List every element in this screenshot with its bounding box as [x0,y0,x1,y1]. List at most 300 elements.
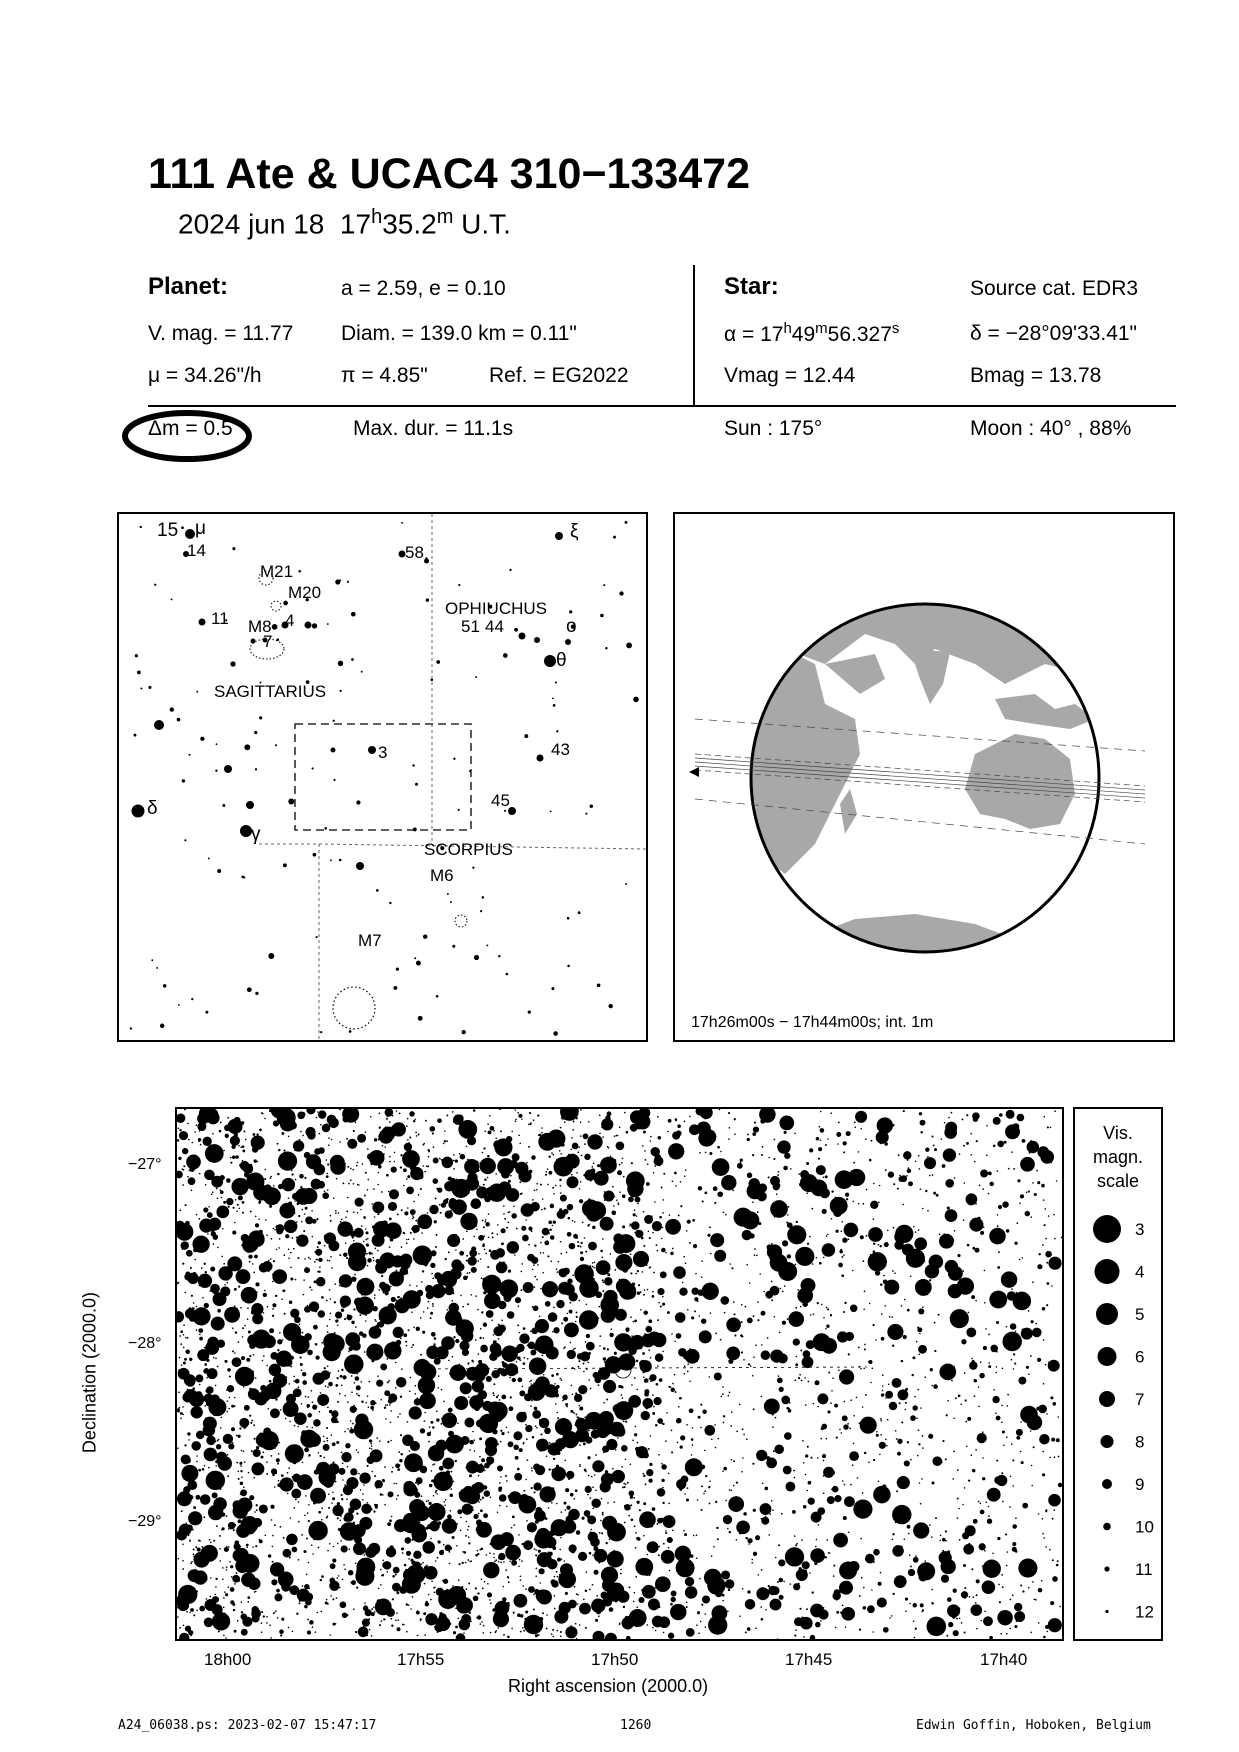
field-star [435,1490,437,1492]
field-star [179,1131,188,1140]
field-star [676,1333,682,1339]
field-star [344,1318,346,1320]
field-star [407,1207,409,1209]
field-star [440,1212,442,1214]
field-star [346,1296,348,1298]
field-star [363,1241,365,1243]
field-star [256,1504,258,1506]
field-star [445,1347,447,1349]
field-star [607,1551,624,1568]
field-star [700,1621,702,1623]
field-star [204,1617,214,1627]
field-star [871,1237,873,1239]
finder-faint-star [215,770,217,772]
field-star [377,1172,379,1174]
field-star [196,1576,198,1578]
field-star [294,1316,301,1323]
finder-faint-star [569,610,572,613]
field-star [934,1350,936,1352]
field-star [496,1396,498,1398]
field-star [236,1572,238,1574]
field-star [234,1397,236,1399]
field-star [820,1620,822,1622]
field-star [992,1396,999,1403]
field-star [896,1289,898,1291]
field-star [1017,1179,1020,1182]
field-star [179,1209,181,1211]
field-star [1043,1537,1045,1539]
field-star [1011,1151,1013,1153]
field-star [519,1390,525,1396]
field-star [201,1267,203,1269]
field-star [225,1127,227,1129]
field-star [592,1262,594,1264]
field-star [243,1190,245,1192]
field-star [849,1451,859,1461]
field-star [534,1491,536,1493]
field-star [273,1120,279,1126]
field-star [352,1237,354,1239]
field-star [629,1507,631,1509]
field-star [820,1128,825,1133]
field-star [466,1146,468,1148]
field-star [268,1554,271,1557]
field-star [662,1212,664,1214]
field-star [406,1254,408,1256]
field-star [708,1376,710,1378]
field-star [193,1553,195,1555]
field-star [809,1236,811,1238]
field-star [444,1130,446,1132]
field-star [324,1232,336,1244]
field-star [1010,1476,1012,1478]
field-star [995,1412,997,1414]
field-star [274,1440,277,1443]
field-star [835,1627,837,1629]
field-star [183,1625,185,1627]
field-star [272,1269,287,1284]
field-star [583,1443,586,1446]
field-star [356,1587,358,1589]
field-star [757,1319,759,1321]
finder-faint-star [222,804,225,807]
field-star [678,1214,680,1216]
field-star [966,1193,978,1205]
field-star [612,1470,625,1483]
field-star [668,1633,674,1639]
field-star [396,1591,399,1594]
field-star [959,1607,961,1609]
field-star [269,1380,272,1383]
field-star [675,1185,677,1187]
field-star [659,1216,662,1219]
field-star [413,1120,415,1122]
field-star [780,1288,782,1290]
field-star [464,1164,466,1166]
field-star [385,1609,387,1611]
field-star [708,1486,710,1488]
field-star [543,1374,545,1376]
field-star [661,1550,675,1564]
finder-faint-star [480,910,482,912]
field-star [230,1587,235,1592]
field-star [980,1620,982,1622]
field-star [323,1441,325,1443]
field-star [728,1589,730,1591]
field-star [303,1230,305,1232]
field-star [456,1114,464,1122]
field-star [430,1599,432,1601]
field-star [968,1543,970,1545]
field-star [843,1254,845,1256]
field-star [759,1273,761,1275]
field-star [180,1136,182,1138]
field-star [905,1598,908,1601]
field-star [805,1454,808,1457]
field-star [869,1159,872,1162]
field-star [473,1236,475,1238]
planet-diameter: Diam. = 139.0 km = 0.11" [341,322,577,345]
field-star [704,1450,706,1452]
field-star [505,1363,518,1376]
field-star [213,1243,215,1245]
field-star [302,1585,304,1587]
field-star [1020,1451,1022,1453]
field-star [488,1130,492,1134]
field-star [295,1223,297,1225]
field-star [500,1476,502,1478]
field-star [845,1626,847,1628]
field-star [348,1183,350,1185]
field-star [419,1457,421,1459]
field-star [413,1561,421,1569]
field-star [841,1256,843,1258]
field-star [954,1177,956,1179]
field-star [1050,1601,1054,1605]
field-star [655,1630,657,1632]
field-star [381,1575,383,1577]
field-star [305,1207,308,1210]
field-star [627,1181,643,1197]
field-star [1009,1628,1011,1630]
field-star [658,1163,661,1166]
field-star [871,1589,873,1591]
field-star [301,1534,303,1536]
field-star [1046,1262,1048,1264]
field-star [480,1328,482,1330]
field-star [1032,1328,1042,1338]
field-star [823,1475,825,1477]
globe-panel [673,512,1175,1042]
field-star [513,1159,515,1161]
field-star [1028,1191,1030,1193]
field-star [420,1620,422,1622]
field-star [303,1279,305,1281]
field-star [276,1458,280,1462]
field-star [416,1135,418,1137]
field-star [665,1530,667,1532]
field-star [639,1511,656,1528]
field-star [395,1362,397,1364]
field-star [234,1288,237,1291]
finder-faint-star [137,671,141,675]
finder-star-8 [555,532,563,540]
field-star [510,1396,512,1398]
field-star [253,1424,255,1426]
field-star [746,1438,748,1440]
field-star [316,1117,318,1119]
field-star [183,1334,185,1336]
field-star [252,1561,254,1563]
field-star [595,1291,602,1298]
field-star [489,1552,491,1554]
field-star [1012,1485,1014,1487]
field-star [384,1291,388,1295]
field-star [733,1301,735,1303]
field-star [471,1128,473,1130]
field-star [844,1401,846,1403]
field-star [588,1224,590,1226]
field-star [298,1493,300,1495]
field-star [788,1311,804,1327]
field-star [482,1275,501,1294]
field-star [794,1535,796,1537]
field-star [702,1595,710,1603]
finder-faint-star [472,866,474,868]
field-star [773,1158,775,1160]
field-star [593,1162,595,1164]
field-star [307,1350,313,1356]
field-star [760,1503,772,1515]
field-star [452,1356,454,1358]
field-star [662,1487,664,1489]
field-star [534,1190,536,1192]
field-star [650,1147,659,1156]
field-star [398,1328,400,1330]
field-star [227,1475,229,1477]
field-star [778,1171,780,1173]
field-star [747,1590,750,1593]
field-star [675,1120,677,1122]
field-star [833,1565,835,1567]
finder-label-12: 51 [461,617,480,636]
field-star [407,1118,409,1120]
field-star [204,1465,206,1467]
field-star [804,1377,806,1379]
field-star [403,1168,407,1172]
field-star [659,1378,663,1382]
field-star [266,1622,268,1624]
field-star [204,1448,218,1462]
field-star [528,1586,535,1593]
field-star [263,1312,265,1314]
field-star [701,1260,703,1262]
field-star [652,1232,654,1234]
field-star [948,1622,953,1627]
field-star [984,1611,986,1613]
field-star [408,1239,410,1241]
field-star [781,1396,790,1405]
field-star [1018,1559,1037,1578]
field-star [557,1451,561,1455]
field-star [359,1314,361,1316]
field-star [181,1454,191,1464]
field-star [567,1573,569,1575]
field-star [224,1547,229,1552]
field-star [177,1139,179,1142]
field-star [713,1186,718,1191]
field-star [265,1219,267,1221]
field-star [942,1440,944,1442]
field-star [219,1560,221,1562]
field-star [534,1244,536,1246]
field-star [400,1453,402,1455]
field-star [723,1415,725,1417]
field-star [444,1140,446,1142]
field-star [226,1569,228,1571]
field-star [684,1493,686,1495]
field-star [205,1184,207,1186]
field-star [1052,1576,1058,1582]
field-star [341,1494,343,1496]
field-star [428,1301,430,1303]
field-star [584,1605,590,1611]
field-star [522,1585,524,1587]
field-star [270,1505,274,1509]
field-star [642,1145,644,1147]
field-star [531,1400,533,1402]
field-star [750,1365,752,1367]
field-star [922,1435,924,1437]
field-star [207,1233,209,1235]
field-star [498,1561,500,1563]
field-star [925,1560,927,1562]
field-star [602,1514,604,1516]
field-star [261,1194,263,1196]
field-star [897,1188,899,1190]
field-star [413,1327,415,1329]
field-star [1016,1292,1018,1294]
field-star [1014,1363,1016,1365]
field-star [393,1483,395,1485]
field-star [947,1206,950,1209]
field-star [588,1379,590,1381]
field-star [347,1428,349,1430]
field-star [551,1374,554,1377]
field-star [264,1184,272,1192]
field-star [228,1206,230,1208]
field-star [490,1632,492,1634]
field-star [535,1425,537,1427]
field-star [316,1259,318,1261]
field-star [423,1507,425,1509]
field-star [492,1392,494,1394]
field-star [729,1127,731,1129]
field-star [838,1122,840,1124]
field-star [680,1205,682,1207]
field-star [350,1420,352,1422]
field-star [548,1490,550,1492]
field-star [371,1203,373,1205]
field-star [551,1152,553,1154]
field-star [235,1331,237,1333]
field-star [341,1219,343,1221]
field-star [670,1252,674,1256]
field-star [413,1201,415,1203]
field-star [487,1177,489,1179]
field-star [637,1270,639,1272]
field-star [422,1331,425,1334]
field-star [686,1230,688,1232]
field-star [724,1312,726,1314]
field-star [183,1347,185,1349]
field-star [568,1217,571,1220]
field-star [663,1173,665,1175]
field-star [295,1379,300,1384]
field-star [180,1417,182,1419]
field-star [610,1305,615,1310]
field-star [270,1352,278,1360]
field-star [282,1127,286,1131]
field-star [742,1588,744,1590]
field-star [588,1475,590,1477]
field-star [712,1131,714,1133]
field-star [1056,1564,1059,1567]
field-star [602,1290,604,1292]
field-star [553,1458,555,1460]
field-star [1021,1461,1024,1464]
field-star [445,1499,447,1501]
field-star [920,1188,922,1190]
field-star [552,1331,554,1333]
field-star [1043,1339,1045,1341]
field-star [339,1109,341,1110]
field-star [434,1626,436,1628]
field-star [614,1352,617,1355]
field-star [404,1537,411,1544]
field-star [327,1331,329,1333]
finder-faint-star [609,1004,613,1008]
field-star [240,1146,242,1148]
field-star [1013,1353,1015,1355]
field-star [403,1624,405,1626]
field-star [833,1208,842,1217]
field-star [214,1621,216,1623]
field-star [658,1454,660,1456]
field-star [953,1418,955,1420]
field-star [620,1342,622,1344]
field-star [203,1368,208,1373]
finder-faint-star [567,965,570,968]
field-star [216,1188,218,1190]
field-star [253,1271,255,1273]
field-star [224,1360,227,1363]
field-star [272,1546,274,1548]
field-star [226,1515,228,1517]
field-star [391,1625,393,1627]
field-star [240,1465,242,1467]
field-star [709,1481,711,1483]
field-star [734,1133,736,1135]
field-star [270,1258,272,1260]
field-star [585,1436,592,1443]
field-star [476,1187,488,1199]
field-star [382,1562,389,1569]
field-star [191,1573,201,1583]
field-star [525,1425,532,1432]
field-star [530,1123,532,1125]
field-star [220,1175,225,1180]
